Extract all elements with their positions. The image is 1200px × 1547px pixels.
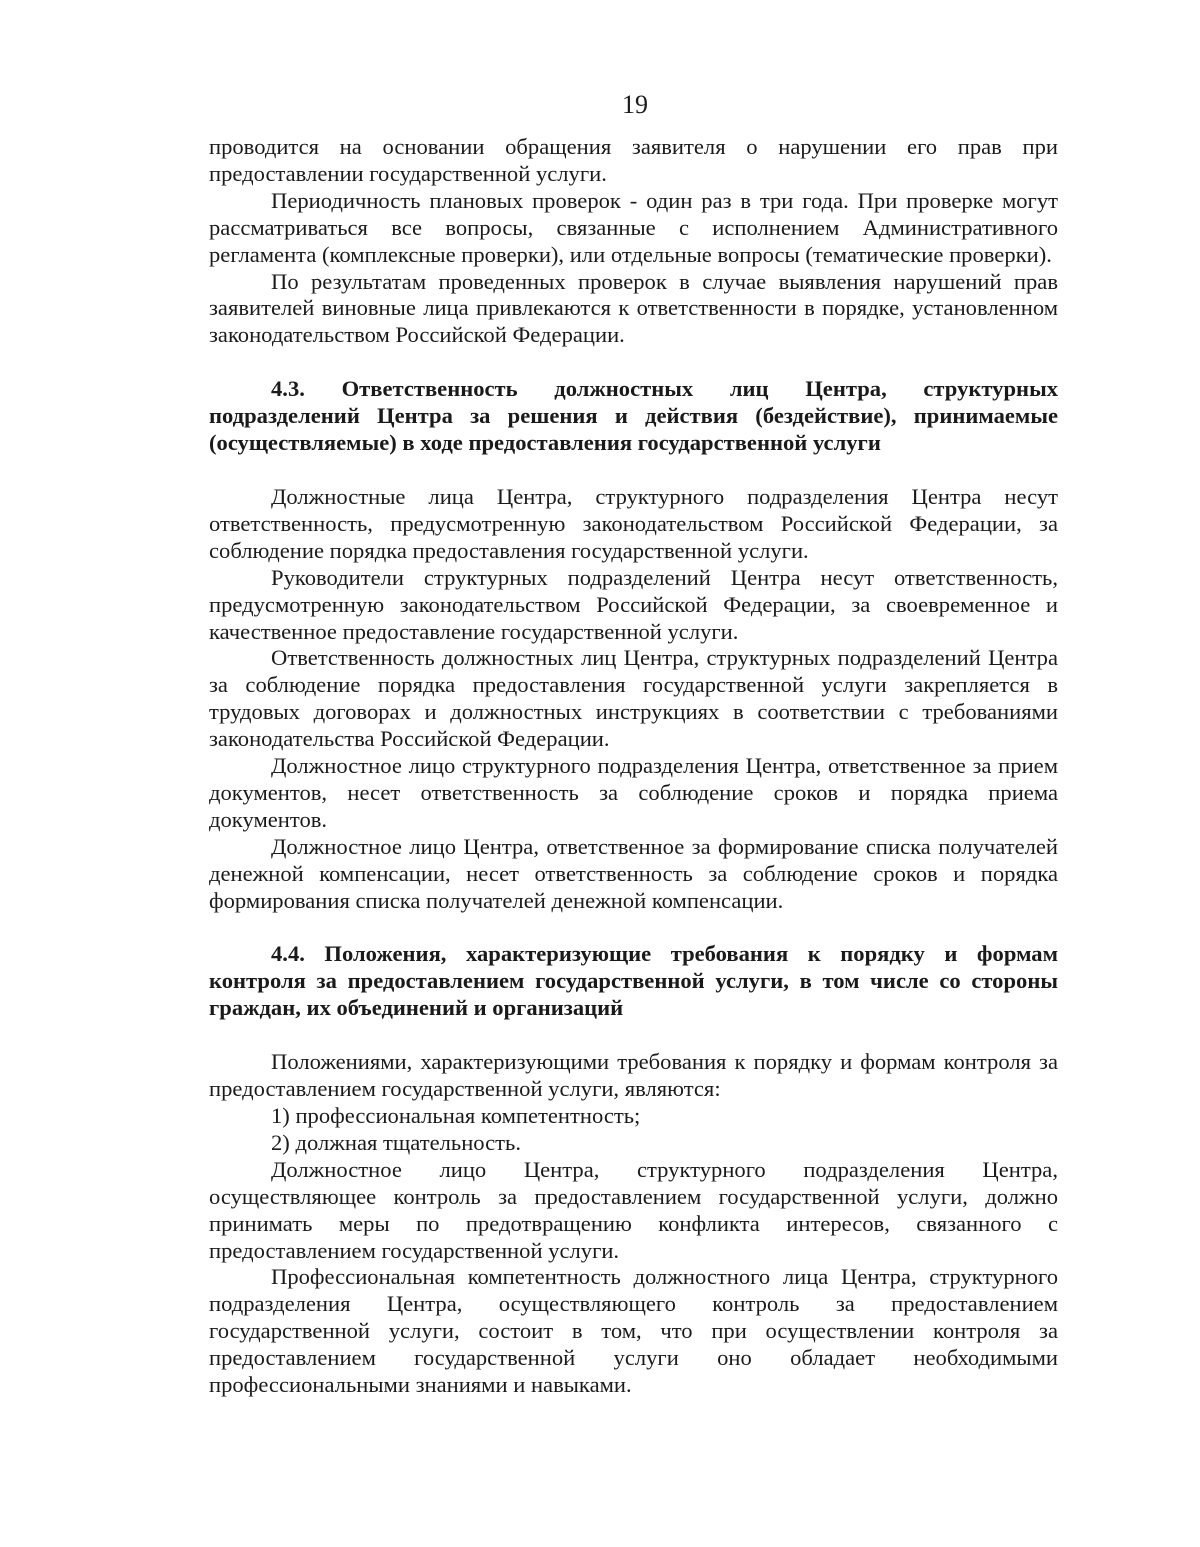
section-heading-4-3: 4.3. Ответственность должностных лиц Центра, структурных подразделений Центра за решения и действия (бездействие), принимаемые (осуществляемые) в ходе предоставления государственной услуги xyxy=(209,376,1058,456)
paragraph-professional-competence: Профессиональная компетентность должностного лица Центра, структурного подразделения Центра, осуществляющего контроль за предоставлением государственной услуги, состоит в том, что при осуществлении контроля за предоставлением государственной услуги оно обладает необходимыми профессиональными знаниями и навыками. xyxy=(209,1264,1058,1398)
paragraph-officials-responsibility: Должностные лица Центра, структурного подразделения Центра несут ответственность, предусмотренную законодательством Российской Федерации, за соблюдение порядка предоставления государственной услуги. xyxy=(209,483,1058,563)
paragraph-control-requirements: Положениями, характеризующими требования к порядку и формам контроля за предоставлением государственной услуги, являются: xyxy=(209,1049,1058,1102)
paragraph-inspection-results: По результатам проведенных проверок в случае выявления нарушений прав заявителей виновные лица привлекаются к ответственности в порядке, установленном законодательством Российской Федерации. xyxy=(209,268,1058,348)
paragraph-inspection-frequency: Периодичность плановых проверок - один раз в три года. При проверке могут рассматриваться все вопросы, связанные с исполнением Административного регламента (комплексные проверки), или отдельные вопросы (тематические проверки). xyxy=(209,187,1058,267)
list-item: 2) должная тщательность. xyxy=(271,1129,522,1155)
paragraph-conflict-of-interest: Должностное лицо Центра, структурного подразделения Центра, осуществляющее контроль за предоставлением государственной услуги, должно принимать меры по предотвращению конфликта интересов, связанного с предоставлением государственной услуги. xyxy=(209,1156,1058,1263)
page-content xyxy=(209,134,1058,1399)
section-heading-4-4: 4.4. Положения, характеризующие требования к порядку и формам контроля за предоставлением государственной услуги, в том числе со стороны граждан, их объединений и организаций xyxy=(209,941,1058,1021)
paragraph-document-intake: Должностное лицо структурного подразделения Центра, ответственное за прием документов, несет ответственность за соблюдение сроков и порядка приема документов. xyxy=(209,753,1058,832)
paragraph-continuation: проводится на основании обращения заявителя о нарушении его прав при предоставлении государственной услуги. xyxy=(209,134,1058,186)
paragraph-responsibility-contracts: Ответственность должностных лиц Центра, структурных подразделений Центра за соблюдение порядка предоставления государственной услуги закрепляется в трудовых договорах и должностных инструкциях в соответствии с требованиями законодательства Российской Федерации. xyxy=(209,645,1058,752)
paragraph-heads-responsibility: Руководители структурных подразделений Центра несут ответственность, предусмотренную законодательством Российской Федерации, за своевременное и качественное предоставление государственной услуги. xyxy=(209,564,1058,644)
paragraph-recipient-list: Должностное лицо Центра, ответственное за формирование списка получателей денежной компенсации, несет ответственность за соблюдение сроков и порядка формирования списка получателей денежной компенсации. xyxy=(209,833,1058,913)
page-number: 19 xyxy=(622,90,648,119)
list-item: 1) профессиональная компетентность; xyxy=(271,1103,641,1128)
